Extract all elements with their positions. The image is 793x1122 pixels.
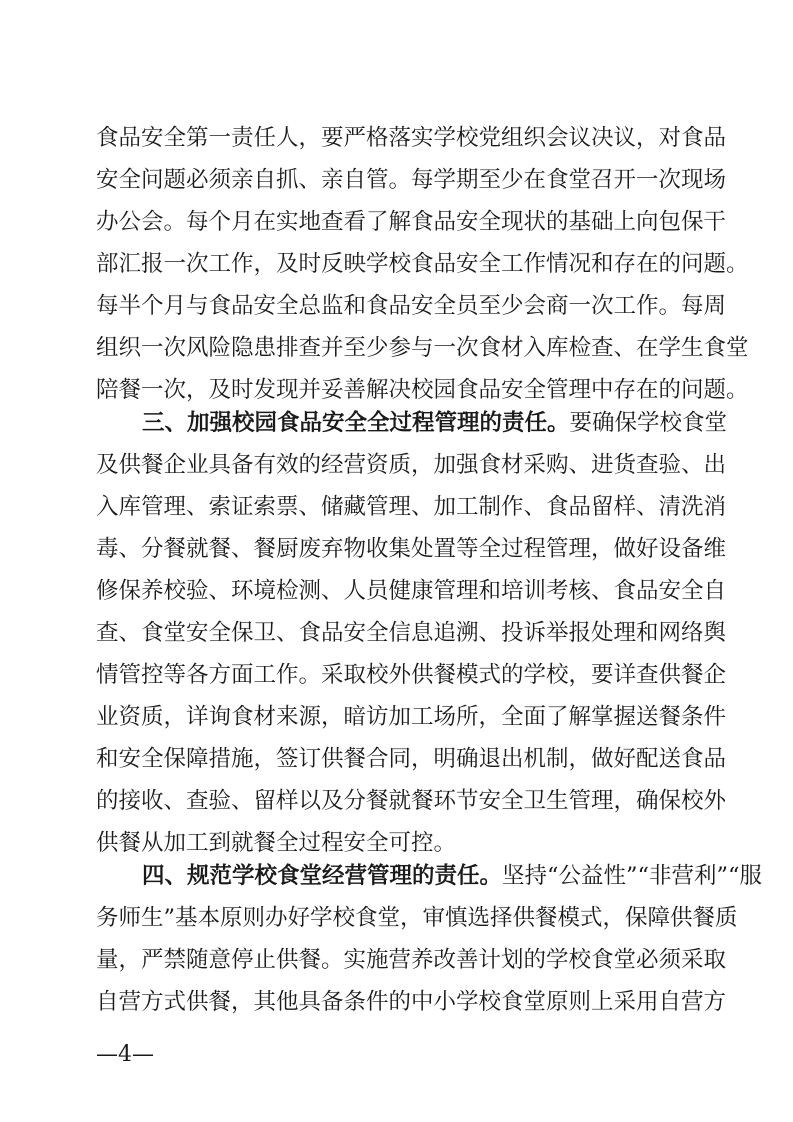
text-line: 情管控等各方面工作。采取校外供餐模式的学校，要详查供餐企 [96,662,727,688]
text-line: 的接收、查验、留样以及分餐就餐环节安全卫生管理，确保校外 [96,788,727,814]
text-line: 办公会。每个月在实地查看了解食品安全现状的基础上向包保干 [96,209,727,235]
text-line: 务师生”基本原则办好学校食堂，审慎选择供餐模式，保障供餐质 [96,905,738,931]
text-line: 和安全保障措施，签订供餐合同，明确退出机制，做好配送食品 [96,746,727,772]
text-line: 安全问题必须亲自抓、亲自管。每学期至少在食堂召开一次现场 [96,167,727,193]
text-line: 查、食堂安全保卫、食品安全信息追溯、投诉举报处理和网络舆 [96,620,727,646]
text-line: 部汇报一次工作，及时反映学校食品安全工作情况和存在的问题。 [96,251,749,277]
text-line: 每半个月与食品安全总监和食品安全员至少会商一次工作。每周 [96,293,727,319]
text-run: 坚持“公益性”“非营利”“服 [502,863,763,889]
section-heading-four: 四、规范学校食堂经营管理的责任。 [142,863,503,889]
section-heading-three: 三、加强校园食品安全全过程管理的责任。 [142,410,570,436]
text-line: 入库管理、索证索票、储藏管理、加工制作、食品留样、清洗消 [96,494,727,520]
text-line: 自营方式供餐，其他具备条件的中小学校食堂原则上采用自营方 [96,989,727,1015]
text-line: 修保养校验、环境检测、人员健康管理和培训考核、食品安全自 [96,578,727,604]
text-line: 量，严禁随意停止供餐。实施营养改善计划的学校食堂必须采取 [96,947,727,973]
paragraph-first-line [142,859,763,893]
text-line: 陪餐一次，及时发现并妥善解决校园食品安全管理中存在的问题。 [96,377,749,403]
text-run: 要确保学校食堂 [569,410,728,436]
text-line: 毒、分餐就餐、餐厨废弃物收集处置等全过程管理，做好设备维 [96,536,727,562]
text-line: 供餐从加工到就餐全过程安全可控。 [96,830,457,856]
text-line: 及供餐企业具备有效的经营资质，加强食材采购、进货查验、出 [96,452,727,478]
text-line: 食品安全第一责任人，要严格落实学校党组织会议决议，对食品 [96,125,727,151]
text-line: 业资质，详询食材来源，暗访加工场所，全面了解掌握送餐条件 [96,704,727,730]
text-line: 组织一次风险隐患排查并至少参与一次食材入库检查、在学生食堂 [96,335,749,361]
page-number: —4— [96,1042,154,1067]
paragraph-first-line [142,406,728,440]
